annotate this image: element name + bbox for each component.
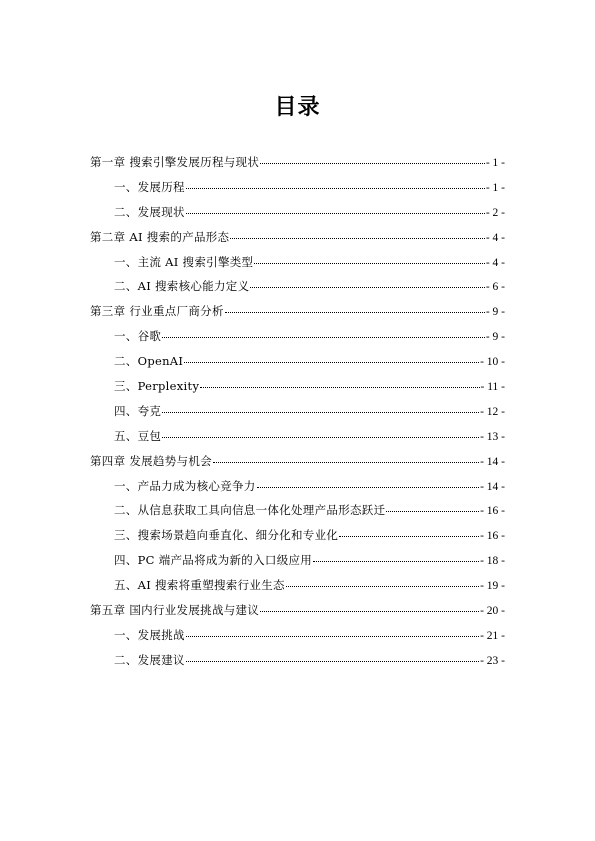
toc-entry-title: 四、PC 端产品将成为新的入口级应用 xyxy=(114,553,313,568)
dot-leader xyxy=(257,487,479,488)
toc-entry-title: 一、产品力成为核心竞争力 xyxy=(114,478,256,493)
dot-leader xyxy=(254,263,484,264)
dot-leader xyxy=(186,661,479,662)
toc-entry-title: 五、AI 搜索将重塑搜索行业生态 xyxy=(114,578,285,593)
toc-page-number: - 11 - xyxy=(480,381,505,394)
toc-page-number: - 4 - xyxy=(485,256,505,269)
toc-entry-title: 四、夸克 xyxy=(114,403,162,418)
toc-page-number: - 14 - xyxy=(480,480,505,493)
toc-page-number: - 2 - xyxy=(485,206,505,219)
toc-section-entry[interactable] xyxy=(90,424,505,449)
toc-entry-title: 二、发展建议 xyxy=(114,652,185,667)
toc-page-number: - 1 - xyxy=(485,181,505,194)
toc-entry-title: 一、发展挑战 xyxy=(114,627,185,642)
dot-leader xyxy=(162,437,479,438)
dot-leader xyxy=(386,511,479,512)
toc-page-number: - 20 - xyxy=(480,605,505,618)
dot-leader xyxy=(339,536,479,537)
dot-leader xyxy=(213,462,479,463)
toc-page-number: - 16 - xyxy=(480,505,505,518)
toc-chapter-entry[interactable] xyxy=(90,225,505,250)
toc-section-entry[interactable] xyxy=(90,548,505,573)
toc-entry-title: 第四章 发展趋势与机会 xyxy=(90,453,212,468)
dot-leader xyxy=(260,611,479,612)
dot-leader xyxy=(286,586,479,587)
toc-section-entry[interactable] xyxy=(90,498,505,523)
toc-page-number: - 9 - xyxy=(485,331,505,344)
dot-leader xyxy=(260,163,485,164)
toc-page-number: - 18 - xyxy=(480,555,505,568)
toc-section-entry[interactable] xyxy=(90,349,505,374)
toc-page-number: - 21 - xyxy=(480,629,505,642)
dot-leader xyxy=(162,412,479,413)
toc-page-number: - 10 - xyxy=(480,356,505,369)
toc-page-number: - 13 - xyxy=(480,430,505,443)
toc-page-number: - 6 - xyxy=(485,281,505,294)
dot-leader xyxy=(225,312,485,313)
toc-entry-title: 三、搜索场景趋向垂直化、细分化和专业化 xyxy=(114,528,339,543)
toc-entry-title: 二、从信息获取工具向信息一体化处理产品形态跃迁 xyxy=(114,503,386,518)
dot-leader xyxy=(250,287,484,288)
toc-chapter-entry[interactable] xyxy=(90,150,505,175)
toc-page-number: - 12 - xyxy=(480,405,505,418)
toc-page-number: - 1 - xyxy=(485,157,505,169)
dot-leader xyxy=(200,387,479,388)
toc-entry-title: 二、发展现状 xyxy=(114,204,185,219)
toc-page-number: - 19 - xyxy=(480,580,505,593)
toc-section-entry[interactable] xyxy=(90,274,505,299)
dot-leader xyxy=(186,636,479,637)
toc-entry-title: 一、主流 AI 搜索引擎类型 xyxy=(114,254,254,269)
toc-entry-title: 三、Perplexity xyxy=(114,379,200,394)
toc-chapter-entry[interactable] xyxy=(90,299,505,324)
dot-leader xyxy=(184,362,479,363)
toc-page-number: - 4 - xyxy=(485,231,505,244)
toc-entry-title: 第二章 AI 搜索的产品形态 xyxy=(90,229,230,244)
toc-section-entry[interactable] xyxy=(90,623,505,648)
toc-page-number: - 23 - xyxy=(480,654,505,667)
toc-entry-title: 第五章 国内行业发展挑战与建议 xyxy=(90,603,260,618)
toc-section-entry[interactable] xyxy=(90,523,505,548)
dot-leader xyxy=(230,238,484,239)
toc-section-entry[interactable] xyxy=(90,399,505,424)
toc-chapter-entry[interactable] xyxy=(90,449,505,474)
dot-leader xyxy=(313,561,479,562)
toc-page-number: - 9 - xyxy=(485,306,505,319)
dot-leader xyxy=(162,337,485,338)
toc-entry-title: 第一章 搜索引擎发展历程与现状 xyxy=(90,155,260,169)
toc-section-entry[interactable] xyxy=(90,573,505,598)
toc-entry-title: 五、豆包 xyxy=(114,428,162,443)
toc-entry-title: 二、AI 搜索核心能力定义 xyxy=(114,279,250,294)
toc-page-number: - 14 - xyxy=(480,455,505,468)
toc-section-entry[interactable] xyxy=(90,250,505,275)
toc-section-entry[interactable] xyxy=(90,324,505,349)
dot-leader xyxy=(186,213,485,214)
toc-entry-title: 第三章 行业重点厂商分析 xyxy=(90,304,224,319)
toc-chapter-entry[interactable] xyxy=(90,598,505,623)
toc-section-entry[interactable] xyxy=(90,474,505,499)
toc-page-number: - 16 - xyxy=(480,530,505,543)
toc-entry-title: 二、OpenAI xyxy=(114,354,184,369)
toc-entry-title: 一、发展历程 xyxy=(114,179,185,194)
toc-section-entry[interactable] xyxy=(90,175,505,200)
table-of-contents xyxy=(90,150,505,673)
toc-section-entry[interactable] xyxy=(90,648,505,673)
toc-section-entry[interactable] xyxy=(90,200,505,225)
page-title: 目录 xyxy=(274,95,321,120)
toc-entry-title: 一、谷歌 xyxy=(114,329,162,344)
toc-section-entry[interactable] xyxy=(90,374,505,399)
dot-leader xyxy=(186,188,485,189)
